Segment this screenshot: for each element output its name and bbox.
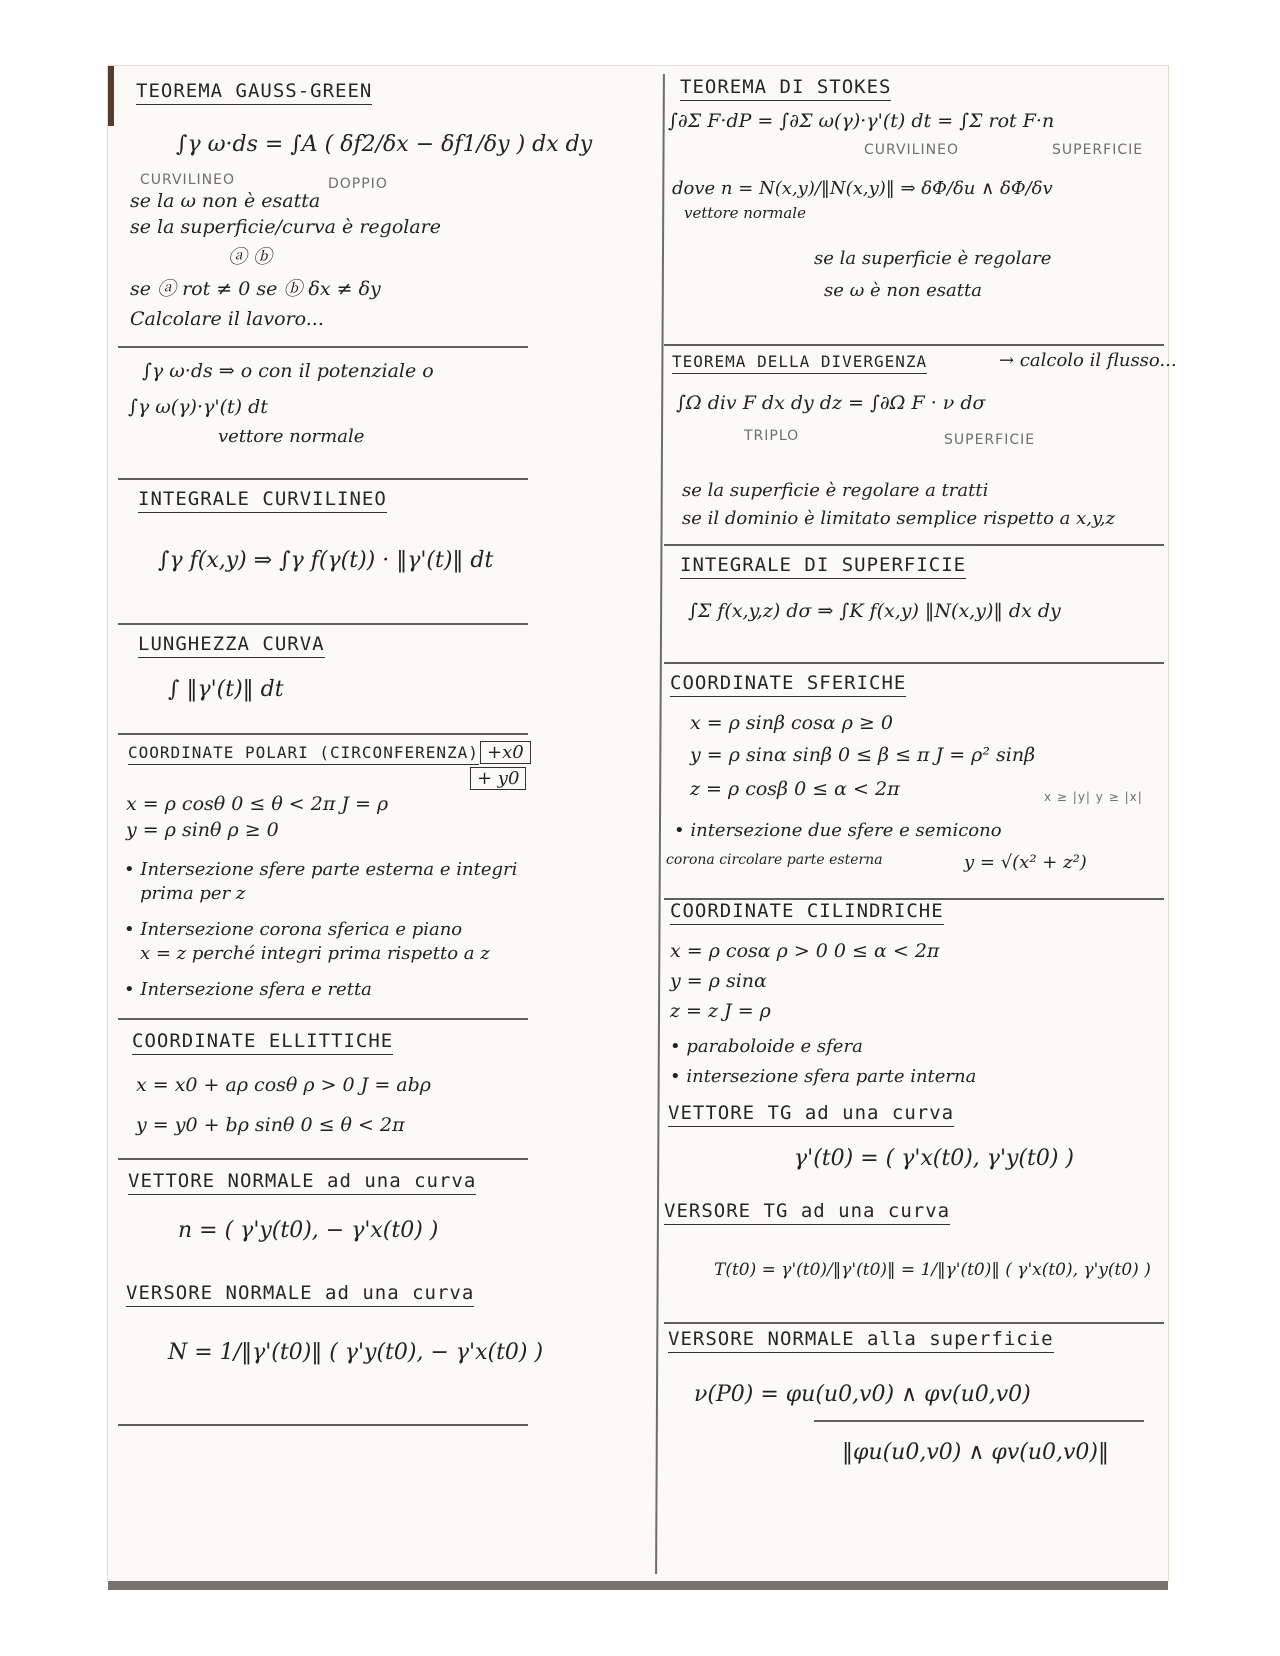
section-title: COORDINATE ELLITTICHE — [132, 1030, 393, 1055]
formula: ∫γ ω·ds = ∫A ( δf2/δx − δf1/δy ) dx dy — [176, 132, 593, 157]
section-elliptic — [118, 1018, 658, 1158]
equation: x = ρ cosθ 0 ≤ θ < 2π J = ρ — [126, 793, 389, 815]
work-line: ∫γ ω·ds ⇒ o con il potenziale o — [142, 360, 434, 382]
left-column — [118, 66, 658, 1581]
side-note: x ≥ |y| y ≥ |x| — [1044, 790, 1143, 804]
aside-note: → calcolo il flusso... — [999, 350, 1177, 371]
fraction-bar — [814, 1420, 1144, 1422]
section-title: LUNGHEZZA CURVA — [138, 633, 325, 658]
offset-box: +x0 — [480, 741, 531, 764]
bullet-line: • Intersezione corona sferica e piano — [124, 919, 463, 940]
section-work — [118, 346, 658, 481]
section-divergence — [664, 344, 1177, 544]
section-curve-integral — [118, 478, 658, 623]
label-surface: SUPERFICIE — [1052, 142, 1144, 158]
formula-denominator: ‖φu(u0,v0) ∧ φv(u0,v0)‖ — [842, 1440, 1109, 1465]
condition-line: se la superficie è regolare — [814, 248, 1052, 269]
section-title: TEOREMA GAUSS-GREEN — [136, 80, 372, 105]
section-normal-versor — [118, 1268, 658, 1398]
note: vettore normale — [684, 204, 806, 222]
notes-sheet — [108, 66, 1177, 1581]
section-normal-vector — [118, 1158, 658, 1268]
section-gauss-green — [118, 66, 658, 346]
label-surface: SUPERFICIE — [944, 432, 1036, 448]
condition-line: se il dominio è limitato semplice rispetto a x,y,z — [682, 508, 1115, 529]
section-title: COORDINATE CILINDRICHE — [670, 900, 944, 925]
bullet-line: • Intersezione sfera e retta — [124, 979, 372, 1000]
section-title: VETTORE NORMALE ad una curva — [128, 1170, 476, 1195]
condition-line: se ⓐ rot ≠ 0 se ⓑ δx ≠ δy — [130, 278, 381, 300]
section-title: COORDINATE SFERICHE — [670, 672, 906, 697]
section-cylindrical — [664, 898, 1164, 1098]
divider — [118, 1424, 528, 1426]
formula: ∫γ f(x,y) ⇒ ∫γ f(γ(t)) · ‖γ'(t)‖ dt — [158, 548, 494, 573]
condition-line: Calcolare il lavoro... — [130, 308, 324, 330]
bullet-line: y = √(x² + z²) — [964, 852, 1087, 873]
section-tangent-versor — [664, 1196, 1164, 1321]
equation: z = z J = ρ — [670, 1000, 771, 1022]
equation: x = ρ sinβ cosα ρ ≥ 0 — [690, 712, 893, 734]
formula: N = 1/‖γ'(t0)‖ ( γ'y(t0), − γ'x(t0) ) — [168, 1340, 544, 1365]
condition-line: se la superficie è regolare a tratti — [682, 480, 989, 501]
section-surface-normal — [664, 1322, 1164, 1522]
formula: T(t0) = γ'(t0)/‖γ'(t0)‖ = 1/‖γ'(t0)‖ ( γ'x(t0), γ'y(t0) ) — [714, 1260, 1151, 1280]
formula: ∫ ‖γ'(t)‖ dt — [168, 677, 284, 702]
formula: ∫Σ f(x,y,z) dσ ⇒ ∫K f(x,y) ‖N(x,y)‖ dx dy — [688, 600, 1061, 622]
condition-line: se la superficie/curva è regolare — [130, 216, 441, 238]
equation: z = ρ cosβ 0 ≤ α < 2π — [690, 778, 900, 800]
bullet-line: • intersezione sfera parte interna — [670, 1066, 977, 1087]
label-triple: TRIPLO — [744, 428, 800, 444]
condition-line: se la ω non è esatta — [130, 190, 321, 212]
equation: x = x0 + aρ cosθ ρ > 0 J = abρ — [136, 1074, 431, 1096]
section-title: INTEGRALE DI SUPERFICIE — [680, 554, 966, 579]
equation: y = ρ sinα sinβ 0 ≤ β ≤ π J = ρ² sinβ — [690, 744, 1036, 766]
section-title: VERSORE NORMALE alla superficie — [668, 1328, 1054, 1353]
section-title: TEOREMA DI STOKES — [680, 76, 891, 101]
equation: y = ρ sinθ ρ ≥ 0 — [126, 819, 279, 841]
formula: n = ( γ'y(t0), − γ'x(t0) ) — [178, 1218, 439, 1243]
condition-line: se ω è non esatta — [824, 280, 982, 301]
section-curve-length — [118, 623, 658, 733]
section-title: COORDINATE POLARI (CIRCONFERENZA) — [128, 743, 479, 765]
section-title: VERSORE NORMALE ad una curva — [126, 1282, 474, 1307]
section-surface-integral — [664, 544, 1164, 662]
bullet-line: x = z perché integri prima rispetto a z — [140, 943, 490, 964]
formula: γ'(t0) = ( γ'x(t0), γ'y(t0) ) — [794, 1146, 1074, 1171]
label-curvilinear: CURVILINEO — [140, 172, 235, 188]
page-bottom-edge — [108, 1581, 1168, 1590]
label-curvilinear: CURVILINEO — [864, 142, 959, 158]
equation: x = ρ cosα ρ > 0 0 ≤ α < 2π — [670, 940, 940, 962]
section-title: VETTORE TG ad una curva — [668, 1102, 954, 1127]
section-stokes — [664, 66, 1164, 346]
formula: ∫∂Σ F·dP = ∫∂Σ ω(γ)·γ'(t) dt = ∫Σ rot F·n — [668, 110, 1055, 132]
bullet-line: prima per z — [140, 883, 246, 904]
section-tangent-vector — [664, 1096, 1164, 1196]
case-marks: ⓐ ⓑ — [228, 246, 273, 268]
note: vettore normale — [218, 426, 365, 447]
bullet-line: • Intersezione sfere parte esterna e integri — [124, 859, 518, 880]
bullet-line: corona circolare parte esterna — [666, 852, 883, 868]
section-title: TEOREMA DELLA DIVERGENZA — [672, 352, 927, 374]
section-title: VERSORE TG ad una curva — [664, 1200, 950, 1225]
work-line: ∫γ ω(γ)·γ'(t) dt — [128, 396, 268, 418]
formula: ∫Ω div F dx dy dz = ∫∂Ω F · ν dσ — [676, 392, 986, 414]
offset-box: + y0 — [470, 767, 526, 790]
formula-numerator: ν(P0) = φu(u0,v0) ∧ φv(u0,v0) — [694, 1382, 1031, 1407]
equation: y = ρ sinα — [670, 970, 767, 992]
section-polar — [118, 733, 658, 1018]
bullet-line: • paraboloide e sfera — [670, 1036, 863, 1057]
condition-line: dove n = N(x,y)/‖N(x,y)‖ ⇒ δΦ/δu ∧ δΦ/δv — [672, 178, 1053, 199]
bullet-line: • intersezione due sfere e semicono — [674, 820, 1002, 841]
right-column — [664, 66, 1177, 1581]
equation: y = y0 + bρ sinθ 0 ≤ θ < 2π — [136, 1114, 405, 1136]
section-spherical — [664, 662, 1164, 898]
section-title: INTEGRALE CURVILINEO — [138, 488, 387, 513]
label-double: DOPPIO — [328, 176, 388, 192]
binding-mark — [108, 66, 114, 126]
